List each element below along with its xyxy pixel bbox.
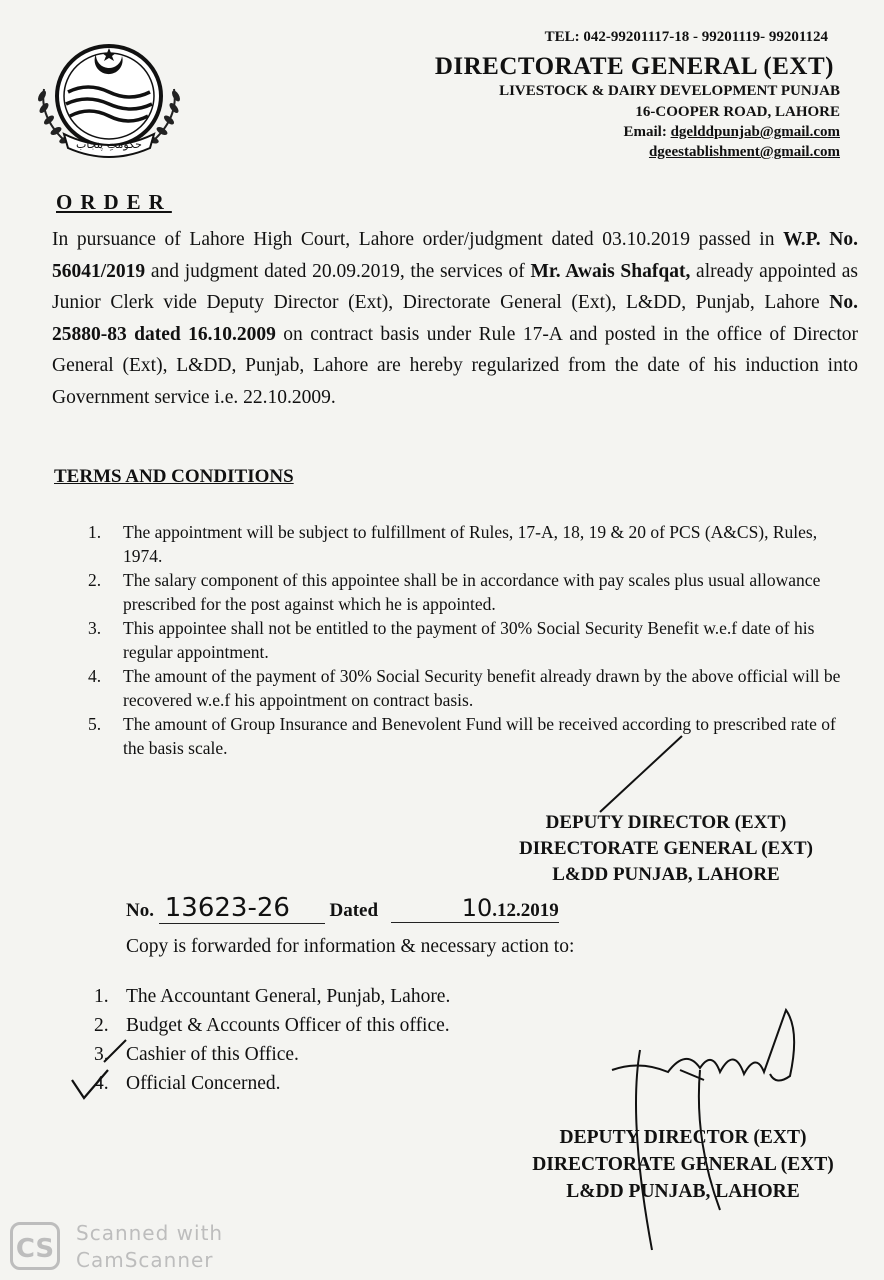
signature-block-1 (498, 810, 834, 888)
header-department: LIVESTOCK & DAIRY DEVELOPMENT PUNJAB (499, 83, 840, 99)
term-item (88, 664, 848, 712)
term-text: This appointee shall not be entitled to the payment of 30% Social Security Benefit w.e.f date of his regular appointment. (123, 618, 815, 662)
dispatch-line (126, 893, 559, 924)
term-item (88, 568, 848, 616)
terms-list (88, 520, 848, 760)
list-item (94, 1040, 450, 1069)
order-text-4: on contract basis under Rule 17-A and posted in the office of Director General (Ext), L&DD, Punjab, Lahore are hereby regularized from the date of his induction into Government service i.e. 22.10.2009. (52, 323, 858, 408)
header-address: 16-COOPER ROAD, LAHORE (635, 104, 840, 120)
dispatch-date-value (391, 894, 559, 923)
header-email-primary (624, 125, 841, 140)
list-item (94, 1011, 450, 1040)
signatory-location: L&DD PUNJAB, LAHORE (566, 1181, 800, 1202)
watermark-line-1: Scanned with (76, 1221, 224, 1245)
header-organization: DIRECTORATE GENERAL (EXT) (434, 53, 834, 80)
dispatch-date-rest: .12.2019 (492, 900, 559, 921)
header-telephone: TEL: 042-99201117-18 - 99201119- 99201124 (544, 29, 828, 45)
order-text-2: and judgment dated 20.09.2019, the services of (145, 260, 531, 282)
recipient-name: Budget & Accounts Officer of this office. (126, 1015, 450, 1036)
term-number: 4. (88, 666, 102, 686)
term-number: 5. (88, 714, 102, 734)
term-number: 3. (88, 618, 102, 638)
writ-petition-number: W.P. No. 56041/2019 (52, 229, 859, 282)
terms-heading: TERMS AND CONDITIONS (54, 466, 294, 487)
signatory-office: DIRECTORATE GENERAL (EXT) (532, 1154, 834, 1175)
punjab-government-emblem (24, 34, 194, 164)
order-text-1: In pursuance of Lahore High Court, Lahore order/judgment dated 03.10.2019 passed in (52, 229, 784, 250)
term-text: The amount of the payment of 30% Social Security benefit already drawn by the above official will be recovered w.e.f his appointment on contract basis. (123, 666, 841, 710)
dispatch-number-label: No. (126, 900, 154, 921)
term-item (88, 616, 848, 664)
list-item (94, 1069, 450, 1098)
dispatch-date-day: 10 (461, 894, 493, 922)
dispatch-number-value: 13623-26 (159, 893, 325, 924)
camscanner-watermark (10, 1218, 230, 1274)
signature-block-2 (506, 1124, 860, 1205)
recipient-number: 2. (94, 1015, 109, 1036)
copy-forward-intro: Copy is forwarded for information & necessary action to: (126, 936, 575, 957)
appointment-reference: No. 25880-83 dated 16.10.2009 (52, 292, 858, 345)
svg-text:حکومتِ پنجاب: حکومتِ پنجاب (76, 138, 142, 151)
term-number: 2. (88, 570, 102, 590)
camscanner-logo-icon: CS (10, 1222, 60, 1270)
signatory-title: DEPUTY DIRECTOR (EXT) (559, 1127, 807, 1148)
email-label: Email: (623, 124, 667, 140)
recipient-number: 4. (94, 1073, 109, 1094)
order-text-3: already appointed as Junior Clerk vide Deputy Director (Ext), Directorate General (Ext), L&DD, Punjab, Lahore (52, 260, 858, 313)
signatory-office: DIRECTORATE GENERAL (EXT) (519, 838, 813, 859)
term-text: The appointment will be subject to fulfillment of Rules, 17-A, 18, 19 & 20 of PCS (A&CS), Rules, 1974. (123, 522, 818, 566)
term-item (88, 712, 848, 760)
term-item (88, 520, 848, 568)
term-number: 1. (88, 522, 102, 542)
watermark-line-2: CamScanner (76, 1248, 214, 1272)
recipient-number: 3. (94, 1044, 109, 1065)
recipient-name: The Accountant General, Punjab, Lahore. (126, 986, 451, 1007)
camscanner-text (76, 1220, 223, 1274)
recipient-number: 1. (94, 986, 109, 1007)
term-text: The amount of Group Insurance and Benevolent Fund will be received according to prescribed rate of the basis scale. (123, 714, 836, 758)
email-link-1[interactable]: dgelddpunjab@gmail.com (670, 124, 840, 140)
recipient-name: Official Concerned. (126, 1073, 281, 1094)
copy-recipient-list (94, 982, 450, 1098)
employee-name: Mr. Awais Shafqat, (530, 260, 691, 282)
dispatch-date-label: Dated (329, 900, 379, 921)
order-body (52, 224, 858, 413)
signatory-title: DEPUTY DIRECTOR (EXT) (545, 812, 787, 833)
email-link-2[interactable]: dgeestablishment@gmail.com (648, 144, 840, 160)
signatory-location: L&DD PUNJAB, LAHORE (552, 864, 780, 885)
term-text: The salary component of this appointee shall be in accordance with pay scales plus usual allowance prescribed for the post against which he is appointed. (123, 570, 821, 614)
order-title: ORDER (56, 190, 172, 214)
list-item (94, 982, 450, 1011)
recipient-name: Cashier of this Office. (126, 1044, 299, 1065)
